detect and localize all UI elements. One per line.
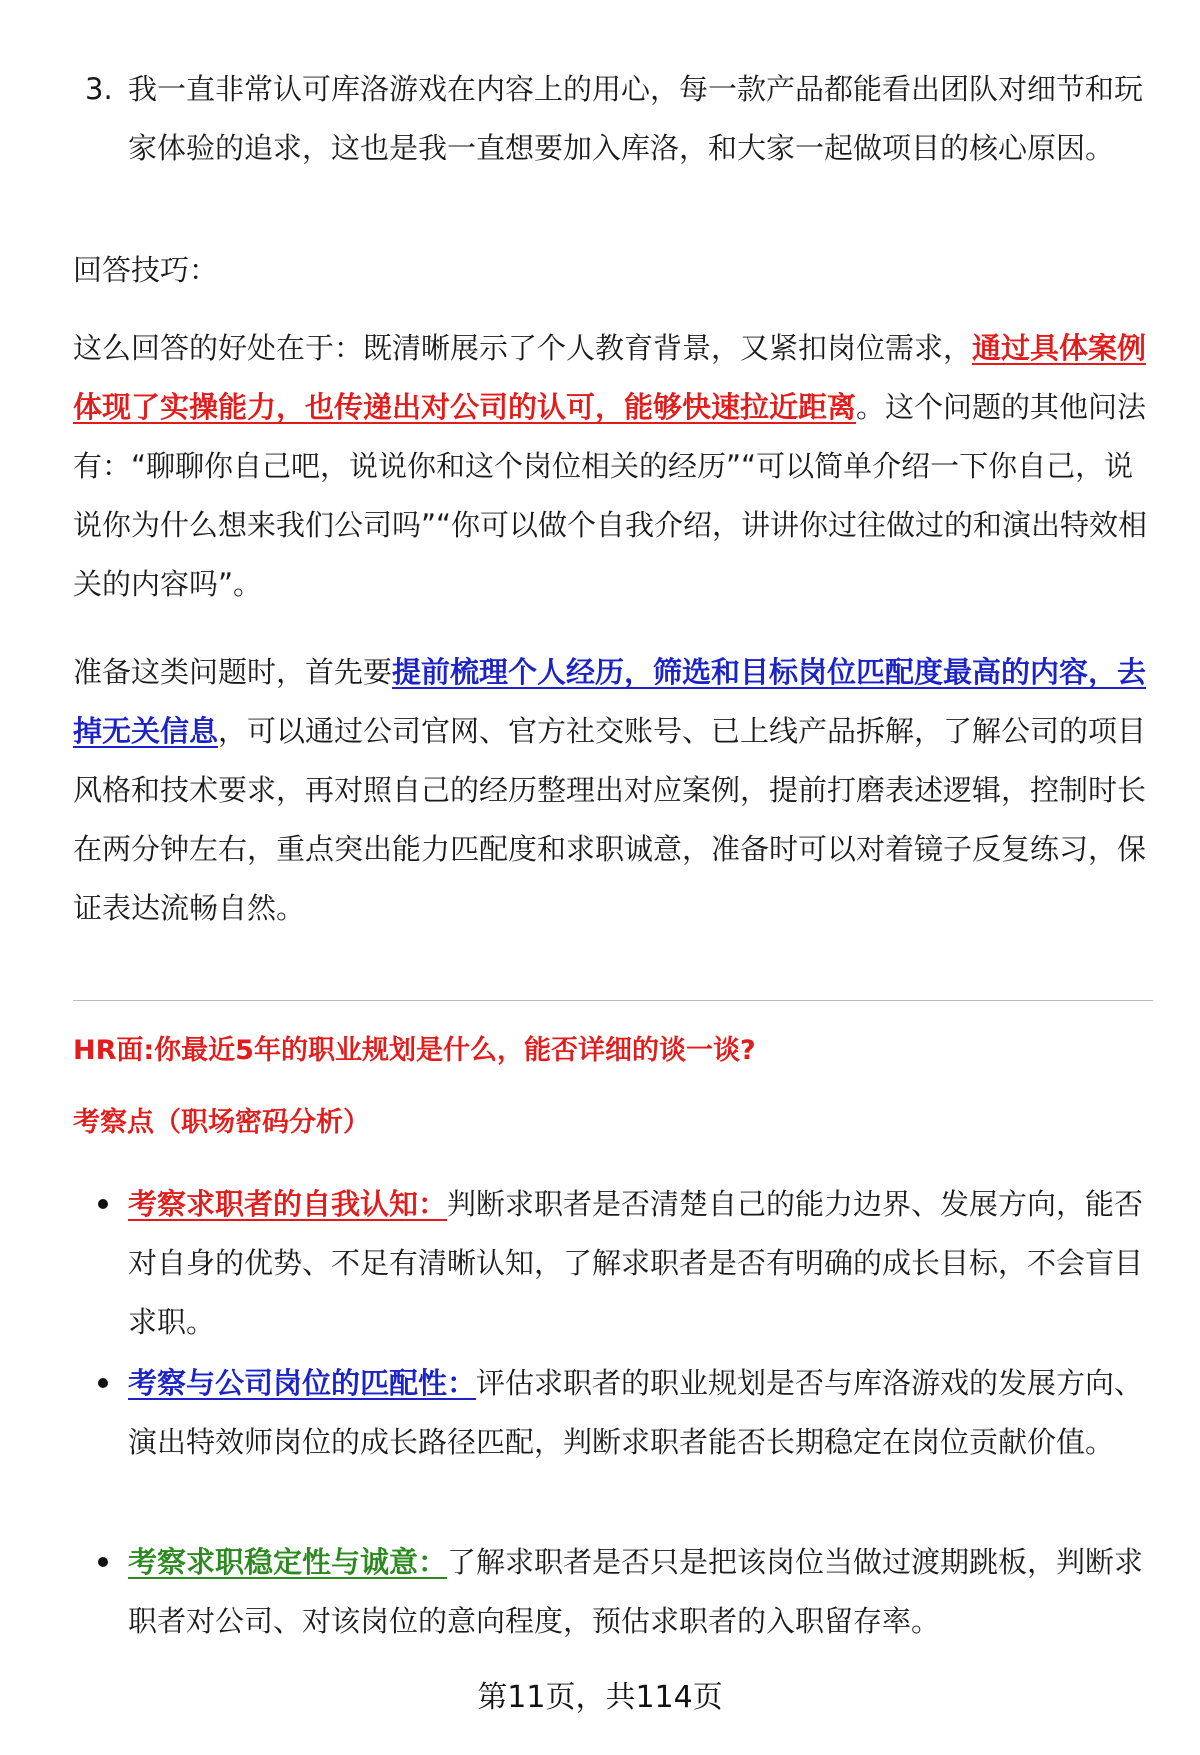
analysis-heading: 考察点（职场密码分析） xyxy=(73,1107,370,1138)
bullet-body: 判断求职者是否清楚自己的能力边界、发展方向，能否对自身的优势、不足有清晰认知，了解求职者是否有明确的成长目标，不会盲目求职。 xyxy=(128,1187,1144,1339)
bullet-stability xyxy=(73,1533,1153,1651)
bullet-dot-icon xyxy=(98,1378,108,1388)
bullet-label-blue: 考察与公司岗位的匹配性： xyxy=(128,1366,477,1400)
bullet-label-red: 考察求职者的自我认知： xyxy=(128,1187,448,1221)
tips-text-a: 这么回答的好处在于：既清晰展示了个人教育背景，又紧扣岗位需求， xyxy=(73,331,973,365)
bullet-self-awareness xyxy=(73,1175,1153,1352)
bullet-job-fit xyxy=(73,1354,1153,1472)
page-number-footer: 第11页，共114页 xyxy=(477,1680,723,1715)
tips-paragraph-2 xyxy=(73,643,1153,938)
bullet-text xyxy=(128,1354,1153,1472)
section-divider xyxy=(73,1000,1153,1001)
bullet-dot-icon xyxy=(98,1199,108,1209)
numbered-item-3 xyxy=(73,60,1153,178)
bullet-dot-icon xyxy=(98,1557,108,1567)
prep-text-a: 准备这类问题时，首先要 xyxy=(73,655,393,689)
hr-question-heading: HR面:你最近5年的职业规划是什么，能否详细的谈一谈? xyxy=(73,1035,756,1066)
tips-label: 回答技巧： xyxy=(73,253,219,287)
prep-text-c: ，可以通过公司官网、官方社交账号、已上线产品拆解，了解公司的项目风格和技术要求，再对照自己的经历整理出对应案例，提前打磨表述逻辑，控制时长在两分钟左右，重点突出能力匹配度和求职诚意，准备时可以对着镜子反复练习，保证表达流畅自然。 xyxy=(73,714,1147,925)
bullet-text xyxy=(128,1533,1153,1651)
tips-text-c: 。这个问题的其他问法有：“聊聊你自己吧，说说你和这个岗位相关的经历”“可以简单介绍一下你自己，说说你为什么想来我们公司吗”“你可以做个自我介绍，讲讲你过往做过的和演出特效相关的内容吗”。 xyxy=(73,390,1148,601)
bullet-text xyxy=(128,1175,1153,1352)
bullet-label-green: 考察求职稳定性与诚意： xyxy=(128,1545,448,1579)
numbered-item-text: 我一直非常认可库洛游戏在内容上的用心，每一款产品都能看出团队对细节和玩家体验的追求，这也是我一直想要加入库洛，和大家一起做项目的核心原因。 xyxy=(128,72,1144,165)
tips-paragraph-1 xyxy=(73,319,1153,614)
bullet-body: 了解求职者是否只是把该岗位当做过渡期跳板，判断求职者对公司、对该岗位的意向程度，预估求职者的入职留存率。 xyxy=(128,1545,1144,1638)
highlight-red: 通过具体案例体现了实操能力，也传递出对公司的认可，能够快速拉近距离 xyxy=(73,331,1147,424)
highlight-blue: 提前梳理个人经历，筛选和目标岗位匹配度最高的内容，去掉无关信息 xyxy=(73,655,1147,748)
list-number: 3. xyxy=(85,72,113,106)
bullet-body: 评估求职者的职业规划是否与库洛游戏的发展方向、演出特效师岗位的成长路径匹配，判断求职者能否长期稳定在岗位贡献价值。 xyxy=(128,1366,1144,1459)
